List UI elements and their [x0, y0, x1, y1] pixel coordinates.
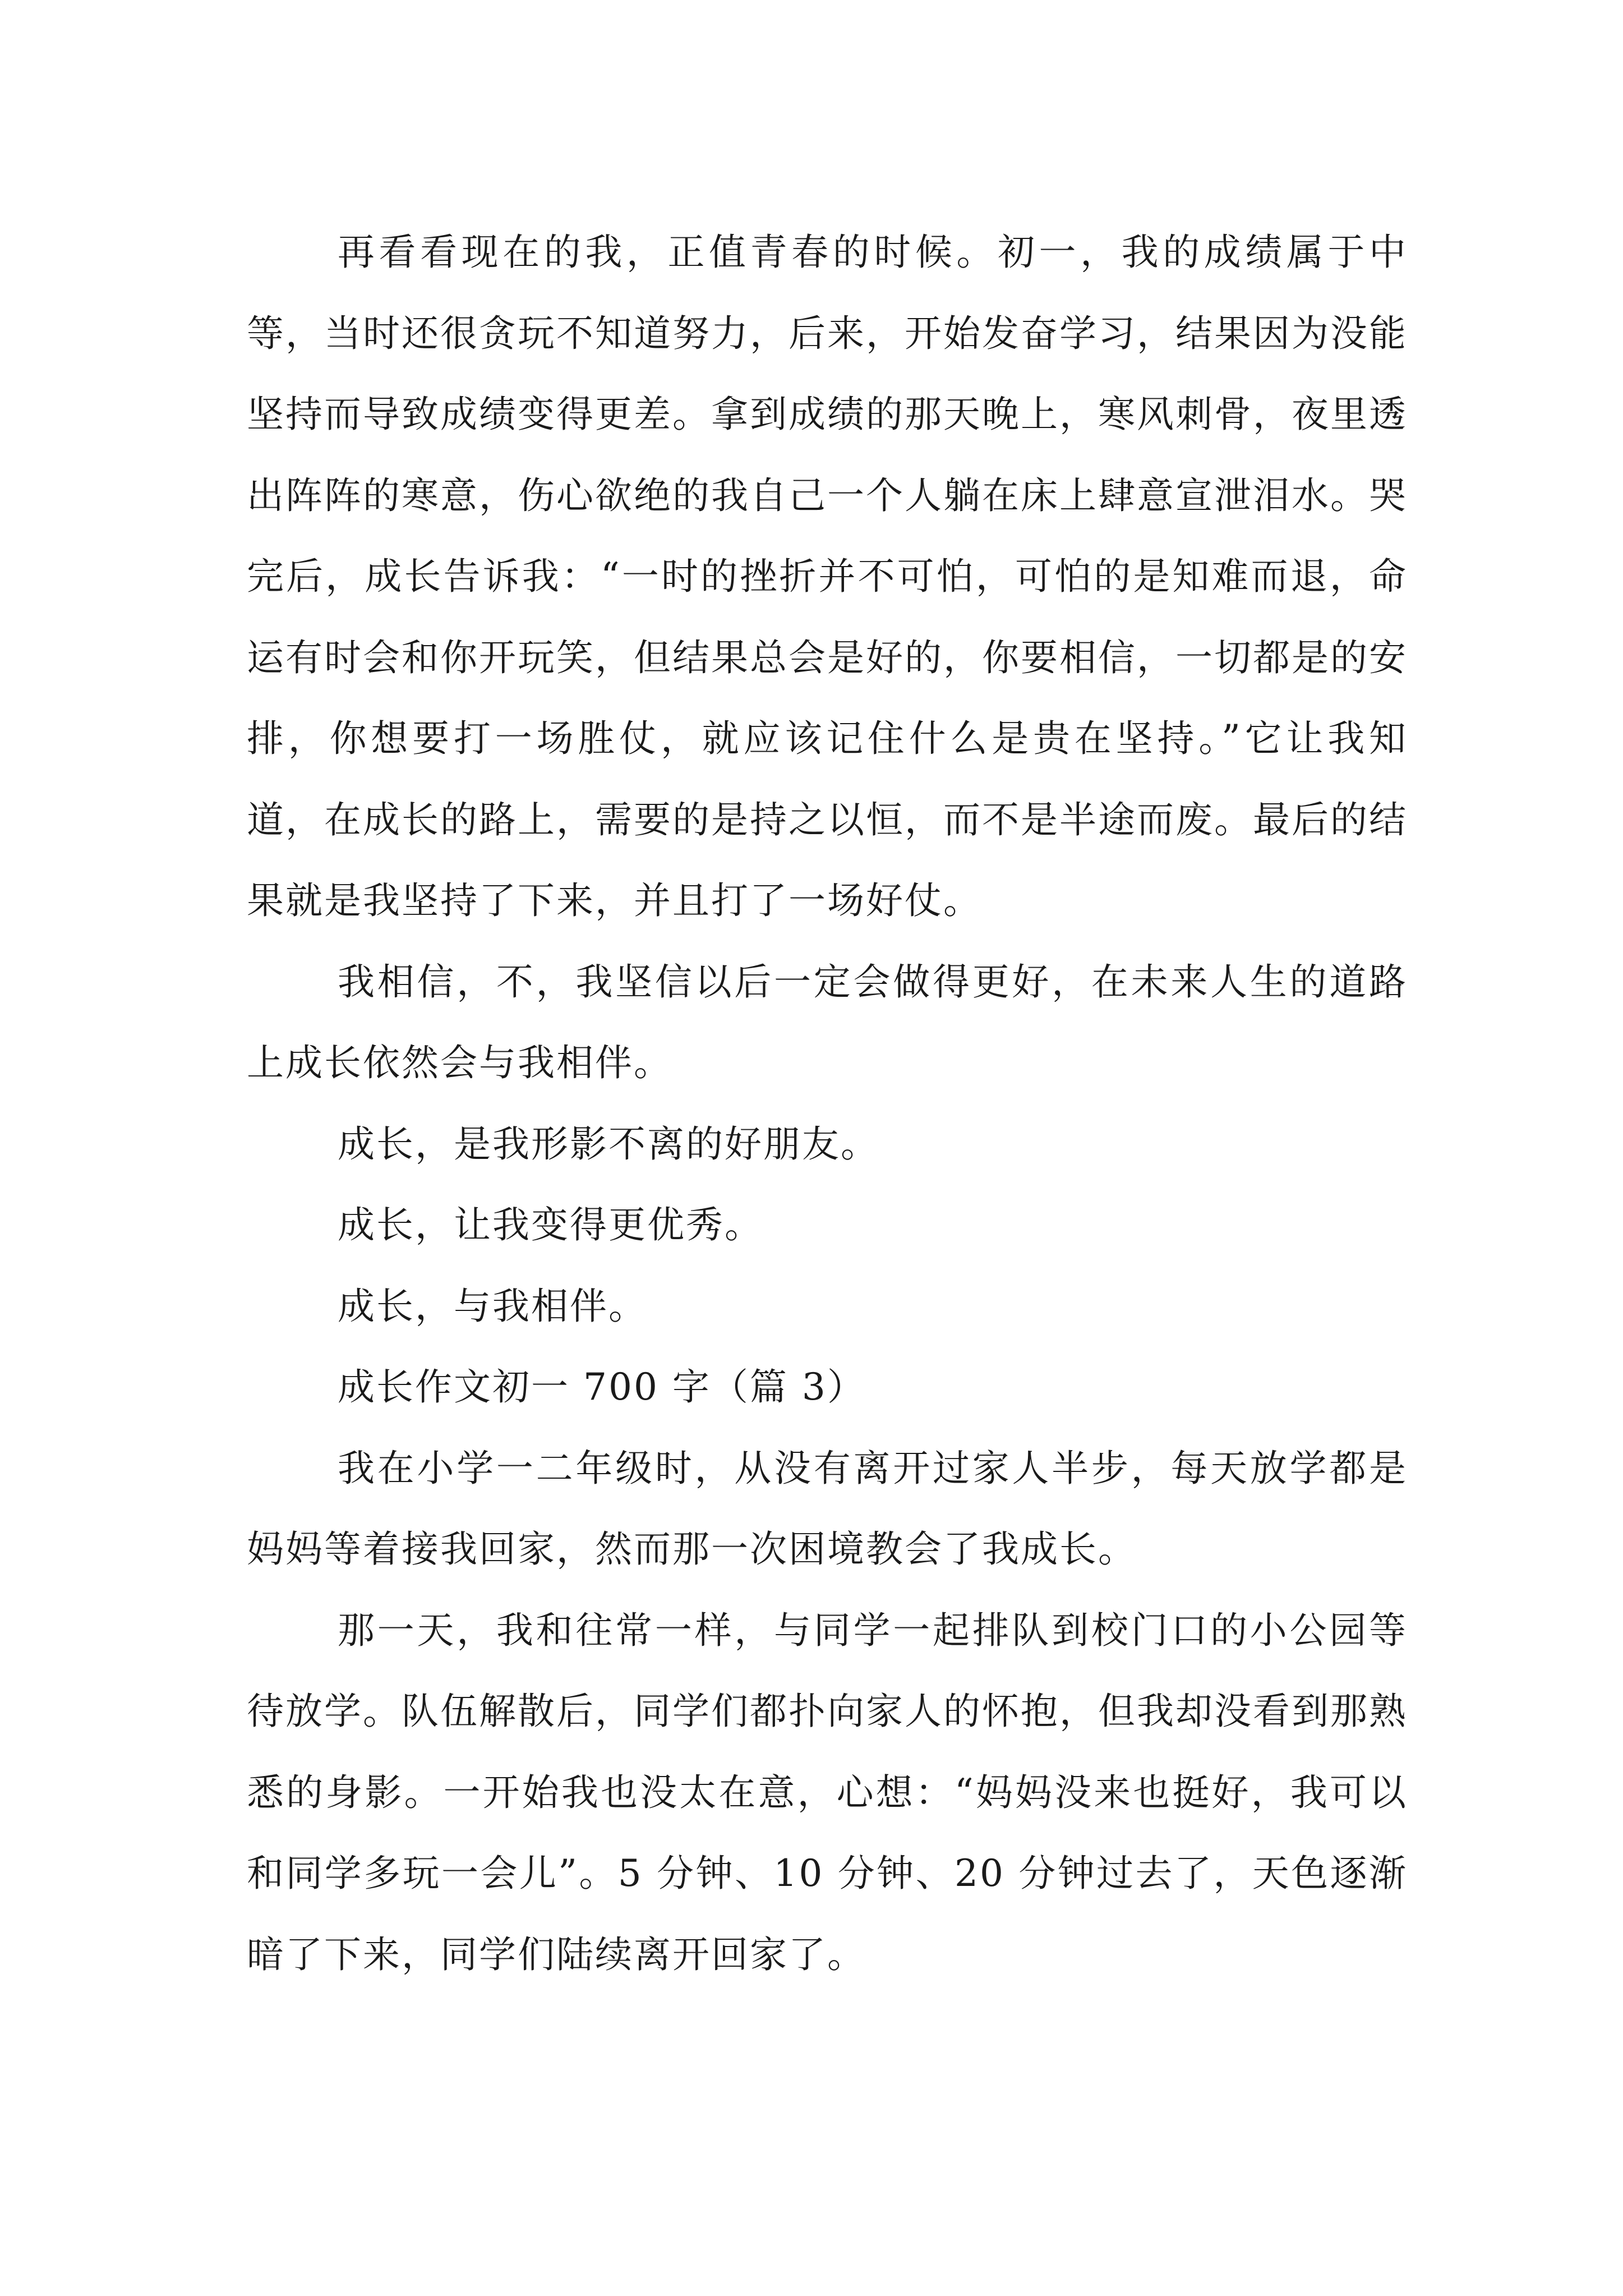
document-body	[247, 212, 1408, 1995]
paragraph-belief: 我相信，不，我坚信以后一定会做得更好，在未来人生的道路上成长依然会与我相伴。	[247, 960, 1408, 1084]
paragraph-that-day: 那一天，我和往常一样，与同学一起排队到校门口的小公园等待放学。队伍解散后，同学们都扑向家人的怀抱，但我却没看到那熟悉的身影。一开始我也没太在意，心想：“妈妈没来也挺好，我可以和同学多玩一会儿”。5 分钟、10 分钟、20 分钟过去了，天色逐渐暗了下来，同学们陆续离开回家了。	[247, 1608, 1408, 1976]
paragraph-companion: 成长，与我相伴。	[338, 1284, 647, 1328]
paragraph-primary-school: 我在小学一二年级时，从没有离开过家人半步，每天放学都是妈妈等着接我回家，然而那一次困境教会了我成长。	[247, 1446, 1408, 1571]
paragraph-growth-reflection: 再看看现在的我，正值青春的时候。初一，我的成绩属于中等，当时还很贪玩不知道努力，后来，开始发奋学习，结果因为没能坚持而导致成绩变得更差。拿到成绩的那天晚上，寒风刺骨，夜里透出阵阵的寒意，伤心欲绝的我自己一个人躺在床上肆意宣泄泪水。哭完后，成长告诉我：“一时的挫折并不可怕，可怕的是知难而退，命运有时会和你开玩笑，但结果总会是好的，你要相信，一切都是的安排，你想要打一场胜仗，就应该记住什么是贵在坚持。”它让我知道，在成长的路上，需要的是持之以恒，而不是半途而废。最后的结果就是我坚持了下来，并且打了一场好仗。	[247, 231, 1408, 922]
section-heading: 成长作文初一 700 字（篇 3）	[338, 1365, 866, 1409]
paragraph-better: 成长，让我变得更优秀。	[338, 1203, 763, 1246]
paragraph-friend: 成长，是我形影不离的好朋友。	[338, 1122, 879, 1166]
